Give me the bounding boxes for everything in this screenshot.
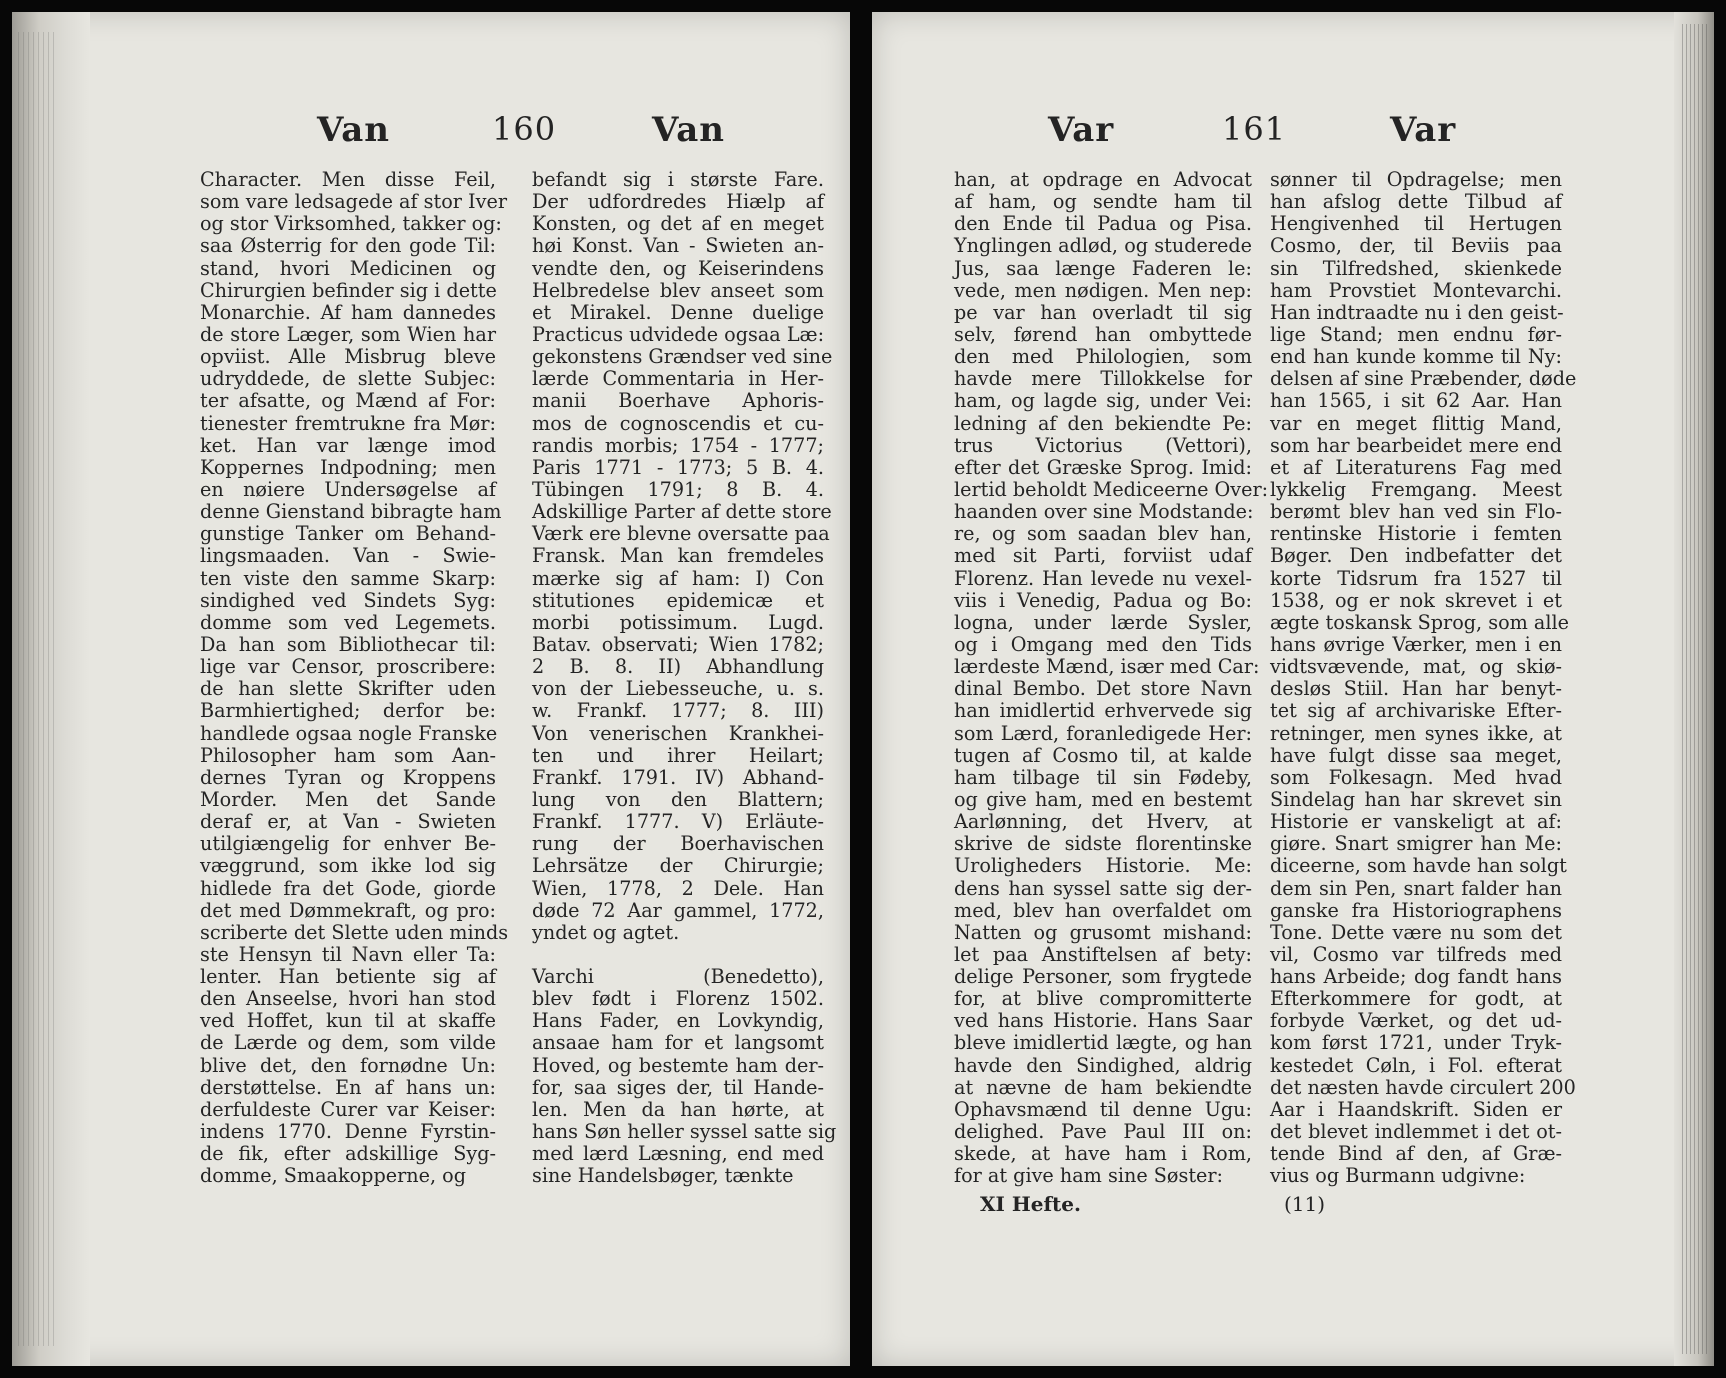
text-line: for at give ham sine Søster: bbox=[954, 1164, 1224, 1188]
text-line: de Lærde og dem, som vilde bbox=[200, 1031, 496, 1055]
text-line: Hengivenhed til Hertugen bbox=[1270, 212, 1562, 236]
text-line: sindighed ved Sindets Syg: bbox=[200, 588, 496, 612]
text-line: len. Men da han hørte, at bbox=[532, 1097, 824, 1121]
text-line: stand, hvori Medicinen og bbox=[200, 256, 496, 280]
text-line: Uroligheders Historie. Me: bbox=[954, 854, 1252, 878]
text-line: Von venerischen Krankhei- bbox=[532, 721, 824, 745]
running-head-left: Var bbox=[1048, 110, 1115, 150]
text-line: let paa Anstiftelsen af bety: bbox=[954, 942, 1252, 966]
text-line: med sit Parti, forviist udaf bbox=[954, 544, 1252, 568]
text-line: lenter. Han betiente sig af bbox=[200, 965, 496, 989]
text-line: Hoved, og bestemte ham der- bbox=[532, 1053, 824, 1077]
text-line: de han slette Skrifter uden bbox=[200, 677, 496, 701]
text-line: saa Østerrig for den gode Til: bbox=[200, 234, 496, 258]
text-line: dinal Bembo. Det store Navn bbox=[954, 677, 1252, 701]
text-line: desløs Stiil. Han har benyt- bbox=[1270, 677, 1562, 701]
text-line: Aarlønning, det Hverv, at bbox=[954, 810, 1252, 834]
text-line: et af Literaturens Fag med bbox=[1270, 455, 1562, 479]
text-line: rung der Boerhavischen bbox=[532, 832, 824, 856]
text-line: kestedet Cøln, i Fol. efterat bbox=[1270, 1053, 1562, 1077]
text-line: haanden over sine Modstande: bbox=[954, 500, 1254, 524]
text-line: denne Gienstand bibragte ham bbox=[200, 500, 502, 524]
text-line: Character. Men disse Feil, bbox=[200, 168, 496, 191]
text-line: han afslog dette Tilbud af bbox=[1270, 190, 1562, 214]
text-line: ham tilbage til sin Fødeby, bbox=[954, 765, 1252, 789]
text-line: sin Tilfredshed, skienkede bbox=[1270, 256, 1562, 280]
text-line: Bøger. Den indbefatter det bbox=[1270, 544, 1562, 568]
text-line: Batav. observati; Wien 1782; bbox=[532, 632, 824, 656]
text-line: de store Læger, som Wien har bbox=[200, 322, 496, 346]
text-line: tienester fremtrukne fra Mør: bbox=[200, 411, 496, 435]
text-line: Jus, saa længe Faderen le: bbox=[954, 256, 1252, 280]
text-line: hans øvrige Værker, men i en bbox=[1270, 632, 1562, 656]
text-line: Fransk. Man kan fremdeles bbox=[532, 544, 824, 568]
text-line: som vare ledsagede af stor Iver bbox=[200, 190, 507, 214]
text-line: ansaae ham for et langsomt bbox=[532, 1031, 824, 1055]
text-line: selv, førend han ombyttede bbox=[954, 322, 1252, 346]
text-line: logna, under lærde Sysler, bbox=[954, 610, 1252, 634]
text-line: med, blev han overfaldet om bbox=[954, 898, 1252, 922]
text-line: lykkelig Fremgang. Meest bbox=[1270, 477, 1562, 501]
text-column-2 bbox=[532, 168, 837, 1188]
text-line: korte Tidsrum fra 1527 til bbox=[1270, 566, 1562, 590]
text-line: blev født i Florenz 1502. bbox=[532, 987, 824, 1011]
text-line: Paris 1771 - 1773; 5 B. 4. bbox=[532, 455, 824, 479]
text-line: end han kunde komme til Ny: bbox=[1270, 345, 1562, 369]
text-line: von der Liebesseuche, u. s. bbox=[532, 677, 824, 701]
text-line: deraf er, at Van - Swieten bbox=[200, 810, 496, 834]
text-line: den Anseelse, hvori han stod bbox=[200, 987, 496, 1011]
text-line: Frankf. 1791. IV) Abhand- bbox=[532, 765, 824, 789]
text-line: mos de cognoscendis et cu- bbox=[532, 411, 824, 435]
text-line: havde den Sindighed, aldrig bbox=[954, 1053, 1252, 1077]
text-line: 2 B. 8. II) Abhandlung bbox=[532, 655, 824, 679]
text-line: Practicus udvidede ogsaa Læ: bbox=[532, 322, 825, 346]
text-line: Tone. Dette være nu som det bbox=[1270, 920, 1562, 944]
text-line: rentinske Historie i femten bbox=[1270, 522, 1562, 546]
text-line: pe var han overladt til sig bbox=[954, 300, 1252, 324]
text-line: Han indtraadte nu i den geist- bbox=[1270, 300, 1564, 324]
text-line: manii Boerhave Aphoris- bbox=[532, 389, 824, 413]
text-line: Florenz. Han levede nu vexel- bbox=[954, 566, 1252, 590]
text-line: hans Arbeide; dog fandt hans bbox=[1270, 965, 1562, 989]
text-line: lige var Censor, proscribere: bbox=[200, 655, 496, 679]
text-line: ved Hoffet, kun til at skaffe bbox=[200, 1009, 496, 1033]
text-line: ter afsatte, og Mænd af For: bbox=[200, 389, 496, 413]
text-line: som Lærd, foranledigede Her: bbox=[954, 721, 1252, 745]
text-line: 1538, og er nok skrevet i et bbox=[1270, 588, 1562, 612]
text-line: som Folkesagn. Med hvad bbox=[1270, 765, 1562, 789]
text-line: Varchi (Benedetto), bbox=[532, 965, 824, 989]
text-line: delsen af sine Præbender, døde bbox=[1270, 367, 1577, 391]
text-line: som har bearbeidet mere end bbox=[1270, 433, 1562, 457]
text-line: Barmhiertighed; derfor be: bbox=[200, 699, 496, 723]
text-line: dens han syssel satte sig der- bbox=[954, 876, 1252, 900]
text-line: delige Personer, som frygtede bbox=[954, 965, 1252, 989]
text-line: berømt blev han ved sin Flo- bbox=[1270, 500, 1562, 524]
text-line: ægte toskansk Sprog, som alle bbox=[1270, 610, 1569, 634]
text-line: det blevet indlemmet i det ot- bbox=[1270, 1120, 1562, 1144]
text-line: hidlede fra det Gode, giorde bbox=[200, 876, 496, 900]
text-line: tugen af Cosmo til, at kalde bbox=[954, 743, 1252, 767]
text-line: ket. Han var længe imod bbox=[200, 433, 496, 457]
text-line: et Mirakel. Denne duelige bbox=[532, 300, 824, 324]
text-line: ved hans Historie. Hans Saar bbox=[954, 1009, 1252, 1033]
text-line: dem sin Pen, snart falder han bbox=[1270, 876, 1562, 900]
text-line: væggrund, som ikke lod sig bbox=[200, 854, 496, 878]
text-line: Koppernes Indpodning; men bbox=[200, 455, 496, 479]
text-line: Monarchie. Af ham dannedes bbox=[200, 300, 496, 324]
text-line: ledning af den bekiendte Pe: bbox=[954, 411, 1252, 435]
text-line: diceerne, som havde han solgt bbox=[1270, 854, 1567, 878]
text-line: morbi potissimum. Lugd. bbox=[532, 610, 824, 634]
text-line: gekonstens Grændser ved sine bbox=[532, 345, 833, 369]
text-line: Adskillige Parter af dette store bbox=[532, 500, 832, 524]
text-line: af ham, og sendte ham til bbox=[954, 190, 1252, 214]
text-line: Helbredelse blev anseet som bbox=[532, 278, 824, 302]
text-line: skede, at have ham i Rom, bbox=[954, 1142, 1252, 1166]
text-line: ham, og lagde sig, under Vei: bbox=[954, 389, 1252, 413]
page-edge bbox=[12, 12, 90, 1366]
text-line: ten und ihrer Heilart; bbox=[532, 743, 824, 767]
text-line: en nøiere Undersøgelse af bbox=[200, 477, 496, 501]
text-line: derfuldeste Curer var Keiser: bbox=[200, 1097, 496, 1121]
text-line: Wien, 1778, 2 Dele. Han bbox=[532, 876, 824, 900]
text-line: lærde Commentaria in Her- bbox=[532, 367, 824, 391]
text-line: den Ende til Padua og Pisa. bbox=[954, 212, 1252, 236]
text-line: indens 1770. Denne Fyrstin- bbox=[200, 1120, 496, 1144]
text-line: giøre. Snart smigrer han Me: bbox=[1270, 832, 1562, 856]
text-line: vendte den, og Keiserindens bbox=[532, 256, 824, 280]
text-column-1 bbox=[954, 168, 1269, 1188]
text-line: at nævne de ham bekiendte bbox=[954, 1075, 1252, 1099]
left-page bbox=[12, 12, 850, 1366]
text-line: Tübingen 1791; 8 B. 4. bbox=[532, 477, 824, 501]
text-line: hans Søn heller syssel satte sig bbox=[532, 1120, 837, 1144]
text-line: have fulgt disse saa meget, bbox=[1270, 743, 1562, 767]
text-line: det næsten havde circulert 200 bbox=[1270, 1075, 1576, 1099]
text-line: randis morbis; 1754 - 1777; bbox=[532, 433, 824, 457]
text-line: Natten og grusomt mishand: bbox=[954, 920, 1252, 944]
page-number: 161 bbox=[1222, 110, 1287, 148]
running-head-left: Van bbox=[317, 110, 391, 150]
text-line: de fik, efter adskillige Syg- bbox=[200, 1142, 496, 1166]
page-number: 160 bbox=[492, 110, 557, 148]
text-line: Da han som Bibliothecar til: bbox=[200, 632, 496, 656]
text-line: bleve imidlertid lægte, og han bbox=[954, 1031, 1252, 1055]
text-line: Konsten, og det af en meget bbox=[532, 212, 824, 236]
text-line: yndet og agtet. bbox=[532, 920, 680, 944]
text-line: trus Victorius (Vettori), bbox=[954, 433, 1252, 457]
text-line: Frankf. 1777. V) Erläute- bbox=[532, 810, 824, 834]
text-line: tende Bind af den, af Græ- bbox=[1270, 1142, 1562, 1166]
text-line: den med Philologien, som bbox=[954, 345, 1252, 369]
text-line: han imidlertid erhvervede sig bbox=[954, 699, 1252, 723]
text-line: derstøttelse. En af hans un: bbox=[200, 1075, 496, 1099]
text-line: for, saa siges der, til Hande- bbox=[532, 1075, 824, 1099]
text-line: lertid beholdt Mediceerne Over: bbox=[954, 477, 1269, 501]
text-line: vil, Cosmo var tilfreds med bbox=[1270, 942, 1562, 966]
text-line: utilgiængelig for enhver Be- bbox=[200, 832, 496, 856]
text-line: Hans Fader, en Lovkyndig, bbox=[532, 1009, 824, 1033]
text-line: Ophavsmænd til denne Ugu: bbox=[954, 1097, 1252, 1121]
running-head-right: Var bbox=[1390, 110, 1457, 150]
text-line: det med Dømmekraft, og pro: bbox=[200, 898, 496, 922]
text-line: gunstige Tanker om Behand- bbox=[200, 522, 496, 546]
text-line: lærdeste Mænd, især med Car: bbox=[954, 655, 1260, 679]
text-column-2 bbox=[1270, 168, 1577, 1188]
text-line: sønner til Opdragelse; men bbox=[1270, 168, 1562, 191]
text-line: han, at opdrage en Advocat bbox=[954, 168, 1252, 191]
sheet-number: (11) bbox=[1284, 1192, 1326, 1216]
text-line: Ynglingen adlød, og studerede bbox=[954, 234, 1252, 258]
text-line: ste Hensyn til Navn eller Ta: bbox=[200, 942, 496, 966]
text-line: og stor Virksomhed, takker og: bbox=[200, 212, 502, 236]
running-head-right: Van bbox=[652, 110, 726, 150]
text-line: Philosopher ham som Aan- bbox=[200, 743, 496, 767]
text-line: Aar i Haandskrift. Siden er bbox=[1270, 1097, 1562, 1121]
text-line: og give ham, med en bestemt bbox=[954, 787, 1252, 811]
text-column-1 bbox=[200, 168, 509, 1188]
text-line bbox=[532, 944, 824, 966]
text-line: Lehrsätze der Chirurgie; bbox=[532, 854, 824, 878]
text-line: domme som ved Legemets. bbox=[200, 610, 496, 634]
text-line: for, at blive compromitterte bbox=[954, 987, 1252, 1011]
text-line: vius og Burmann udgivne: bbox=[1270, 1164, 1526, 1188]
text-line: Historie er vanskeligt at af: bbox=[1270, 810, 1562, 834]
text-line: ham Provstiet Montevarchi. bbox=[1270, 278, 1562, 302]
text-line: kom først 1721, under Tryk- bbox=[1270, 1031, 1562, 1055]
text-line: udryddede, de slette Subjec: bbox=[200, 367, 496, 391]
text-line: vede, men nødigen. Men nep: bbox=[954, 278, 1252, 302]
text-line: lung von den Blattern; bbox=[532, 787, 824, 811]
text-line: viis i Venedig, Padua og Bo: bbox=[954, 588, 1252, 612]
text-line: var en meget flittig Mand, bbox=[1270, 411, 1562, 435]
text-line: efter det Græske Sprog. Imid: bbox=[954, 455, 1252, 479]
text-line: Chirurgien befinder sig i dette bbox=[200, 278, 497, 302]
text-line: stitutiones epidemicæ et bbox=[532, 588, 824, 612]
text-line: Sindelag han har skrevet sin bbox=[1270, 787, 1562, 811]
page-edge bbox=[1674, 12, 1714, 1366]
text-line: havde mere Tillokkelse for bbox=[954, 367, 1252, 391]
text-line: ganske fra Historiographens bbox=[1270, 898, 1562, 922]
text-line: befandt sig i største Fare. bbox=[532, 168, 824, 191]
text-line: Værk ere blevne oversatte paa bbox=[532, 522, 830, 546]
right-page bbox=[872, 12, 1714, 1366]
text-line: blive det, den fornødne Un: bbox=[200, 1053, 496, 1077]
text-line: sine Handelsbøger, tænkte bbox=[532, 1164, 794, 1188]
text-line: han 1565, i sit 62 Aar. Han bbox=[1270, 389, 1562, 413]
text-line: Efterkommere for godt, at bbox=[1270, 987, 1562, 1011]
text-line: re, og som saadan blev han, bbox=[954, 522, 1252, 546]
text-line: Der udfordredes Hiælp af bbox=[532, 190, 824, 214]
text-line: døde 72 Aar gammel, 1772, bbox=[532, 898, 824, 922]
text-line: forbyde Værket, og det ud- bbox=[1270, 1009, 1562, 1033]
text-line: Morder. Men det Sande bbox=[200, 787, 496, 811]
text-line: scriberte det Slette uden minds bbox=[200, 920, 509, 944]
text-line: handlede ogsaa nogle Franske bbox=[200, 721, 498, 745]
text-line: ten viste den samme Skarp: bbox=[200, 566, 496, 590]
text-line: opviist. Alle Misbrug bleve bbox=[200, 345, 496, 369]
text-line: lige Stand; men endnu før- bbox=[1270, 322, 1562, 346]
text-line: med lærd Læsning, end med bbox=[532, 1142, 824, 1166]
text-line: skrive de sidste florentinske bbox=[954, 832, 1252, 856]
text-line: domme, Smaakopperne, og bbox=[200, 1164, 467, 1188]
text-line: lingsmaaden. Van - Swie- bbox=[200, 544, 496, 568]
text-line: mærke sig af ham: I) Con bbox=[532, 566, 824, 590]
text-line: dernes Tyran og Kroppens bbox=[200, 765, 496, 789]
text-line: og i Omgang med den Tids bbox=[954, 632, 1252, 656]
text-line: tet sig af archivariske Efter- bbox=[1270, 699, 1562, 723]
text-line: delighed. Pave Paul III on: bbox=[954, 1120, 1252, 1144]
text-line: høi Konst. Van - Swieten an- bbox=[532, 234, 824, 258]
signature-mark: XI Hefte. bbox=[980, 1192, 1081, 1216]
text-line: Cosmo, der, til Beviis paa bbox=[1270, 234, 1562, 258]
text-line: w. Frankf. 1777; 8. III) bbox=[532, 699, 824, 723]
text-line: retninger, men synes ikke, at bbox=[1270, 721, 1562, 745]
text-line: vidtsvævende, mat, og skiø- bbox=[1270, 655, 1562, 679]
